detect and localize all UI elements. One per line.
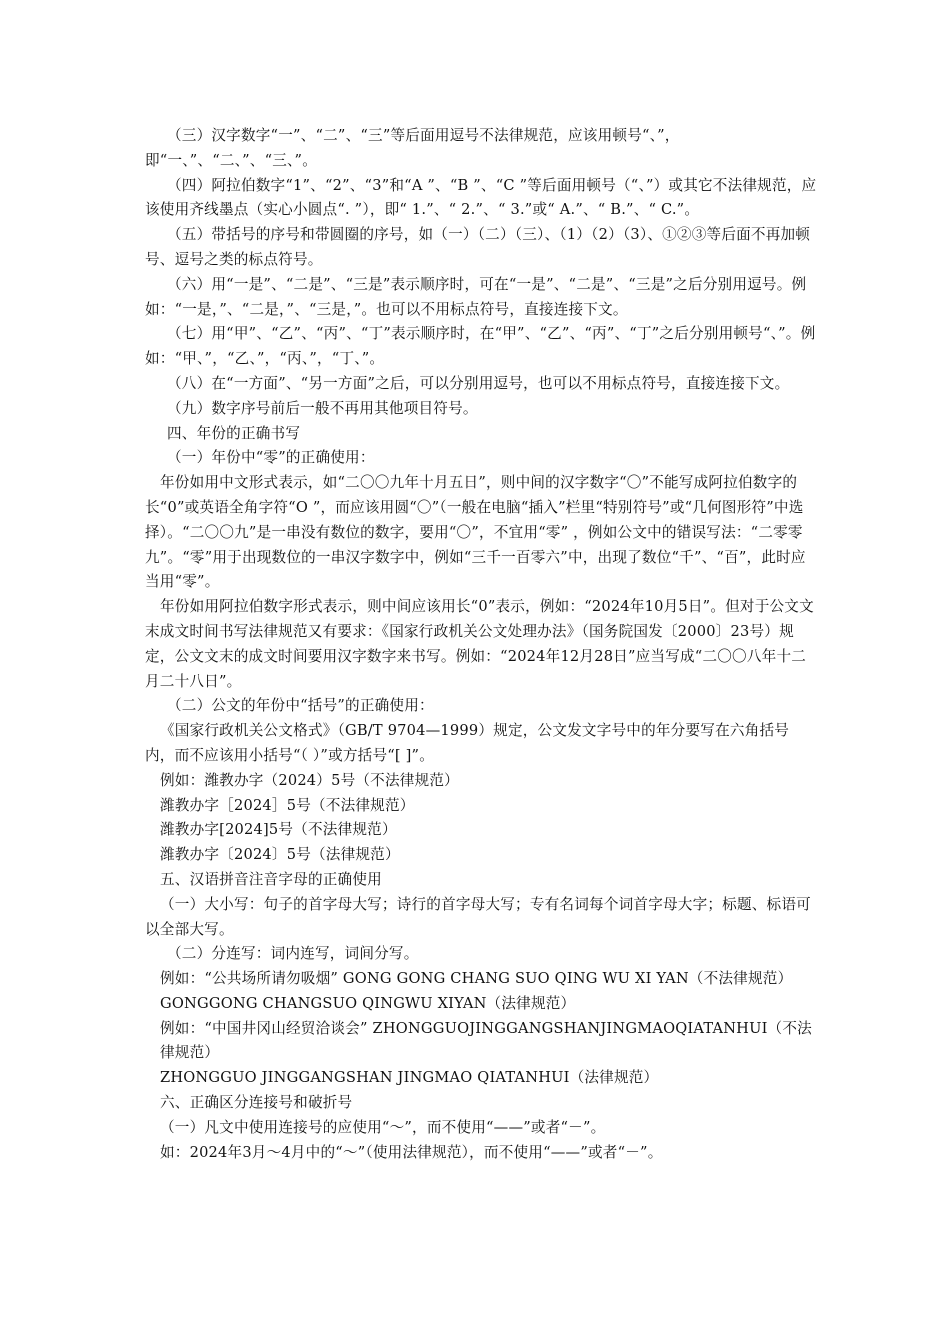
paragraph-year-chinese-form: 年份如用中文形式表示，如“二〇〇九年十月五日”，则中间的汉字数字“〇”不能写成阿拉伯数字的长“0”或英语全角字符“O ”，而应该用圆“〇”（一般在电脑“插入”栏里“特别符号”或“几何图形符”中选择）。“二〇〇九”是一串没有数位的数字，要用“〇”，不宜用“零” ，例如公文中的错误写法：“二零零九”。“零”用于出现数位的一串汉字数字中，例如“三千一百零六”中，出现了数位“千”、“百”，此时应当用“零”。 xyxy=(145,474,806,591)
pinyin-example-1-correct: GONGGONG CHANGSUO QINGWU XIYAN（法律规范） xyxy=(160,994,576,1012)
example-line-3: 潍教办字[2024]5号（不法律规范） xyxy=(160,821,397,839)
paragraph-standard-brackets: 《国家行政机关公文格式》（GB/T 9704—1999）规定，公文发文字号中的年分要写在六角括号内，而不应该用小括号“（ ）”或方括号“[ ]”。 xyxy=(145,722,790,764)
paragraph-item-3-comma-rule: （三）汉字数字“一”、“二”、“三”等后面用逗号不法律规范，应该用顿号“、”，即“一、”、“二、”、“三、”。 xyxy=(145,127,680,169)
pinyin-example-1: 例如：“公共场所请勿吸烟” GONG GONG CHANG SUO QING WU XI YAN（不法律规范） xyxy=(160,970,793,988)
paragraph-dash-rule: （一）凡文中使用连接号的应使用“～”，而不使用“——”或者“－”。 xyxy=(160,1118,606,1136)
example-line-1: 例如：潍教办字（2024）5号（不法律规范） xyxy=(160,771,459,789)
paragraph-pinyin-spacing: （二）分连写：词内连写，词间分写。 xyxy=(167,945,419,963)
pinyin-example-2: 例如：“中国井冈山经贸洽谈会” ZHONGGUOJINGGANGSHANJINGMAOQIATANHUI（不法律规范） xyxy=(160,1019,812,1062)
subheading-year-brackets: （二）公文的年份中“括号”的正确使用： xyxy=(167,697,434,715)
example-line-2: 潍教办字［2024］5号（不法律规范） xyxy=(160,796,415,814)
example-line-4: 潍教办字〔2024〕5号（法律规范） xyxy=(160,846,400,864)
paragraph-item-9-symbol-rule: （九）数字序号前后一般不再用其他项目符号。 xyxy=(167,399,478,417)
subheading-year-zero: （一）年份中“零”的正确使用： xyxy=(167,449,375,467)
section-heading-year: 四、年份的正确书写 xyxy=(167,424,301,442)
document-body xyxy=(145,124,817,1165)
section-heading-pinyin: 五、汉语拼音注音字母的正确使用 xyxy=(160,870,382,888)
paragraph-year-arabic-form: 年份如用阿拉伯数字形式表示，则中间应该用长“0”表示，例如：“2024年10月5日”。但对于公文文末成文时间书写法律规范又有要求：《国家行政机关公文处理办法》（国务院国发〔2000〕23号）规定，公文文末的成文时间要用汉字数字来书写。例如：“2024年12月28日”应当写成“二〇〇八年十二月二十八日”。 xyxy=(145,598,814,690)
section-heading-dash: 六、正确区分连接号和破折号 xyxy=(160,1094,353,1112)
paragraph-item-7-jia-yi-rule: （七）用“甲”、“乙”、“丙”、“丁”表示顺序时，在“甲”、“乙”、“丙”、“丁”之后分别用顿号“、”。例如：“甲、”，“乙、”，“丙、”，“丁、”。 xyxy=(145,325,816,368)
pinyin-example-2-correct: ZHONGGUO JINGGANGSHAN JINGMAO QIATANHUI（法律规范） xyxy=(160,1069,659,1087)
paragraph-dash-example: 如：2024年3月～4月中的“～”（使用法律规范），而不使用“——”或者“－”。 xyxy=(160,1143,663,1161)
paragraph-item-6-sequence-rule: （六）用“一是”、“二是”、“三是”表示顺序时，可在“一是”、“二是”、“三是”之后分别用逗号。例如：“一是，”、“二是，”、“三是，”。也可以不用标点符号，直接连接下文。 xyxy=(145,275,807,318)
paragraph-item-4-dot-rule: （四）阿拉伯数字“1”、“2”、“3”和“A ”、“B ”、“C ”等后面用顿号（“、”）或其它不法律规范，应该使用齐线墨点（实心小圆点“. ”），即“ 1.”、“ 2.”、“ 3.”或“ A.”、“ B.”、“ C.”。 xyxy=(145,176,817,219)
paragraph-item-5-bracket-rule: （五）带括号的序号和带圆圈的序号，如（一）（二）（三）、（1）（2）（3）、①②③等后面不再加顿号、逗号之类的标点符号。 xyxy=(145,226,811,268)
paragraph-item-8-one-side-rule: （八）在“一方面”、“另一方面”之后，可以分别用逗号，也可以不用标点符号，直接连接下文。 xyxy=(167,374,790,392)
paragraph-pinyin-capitalization: （一）大小写：句子的首字母大写；诗行的首字母大写；专有名词每个词首字母大字；标题、标语可以全部大写。 xyxy=(145,895,811,938)
